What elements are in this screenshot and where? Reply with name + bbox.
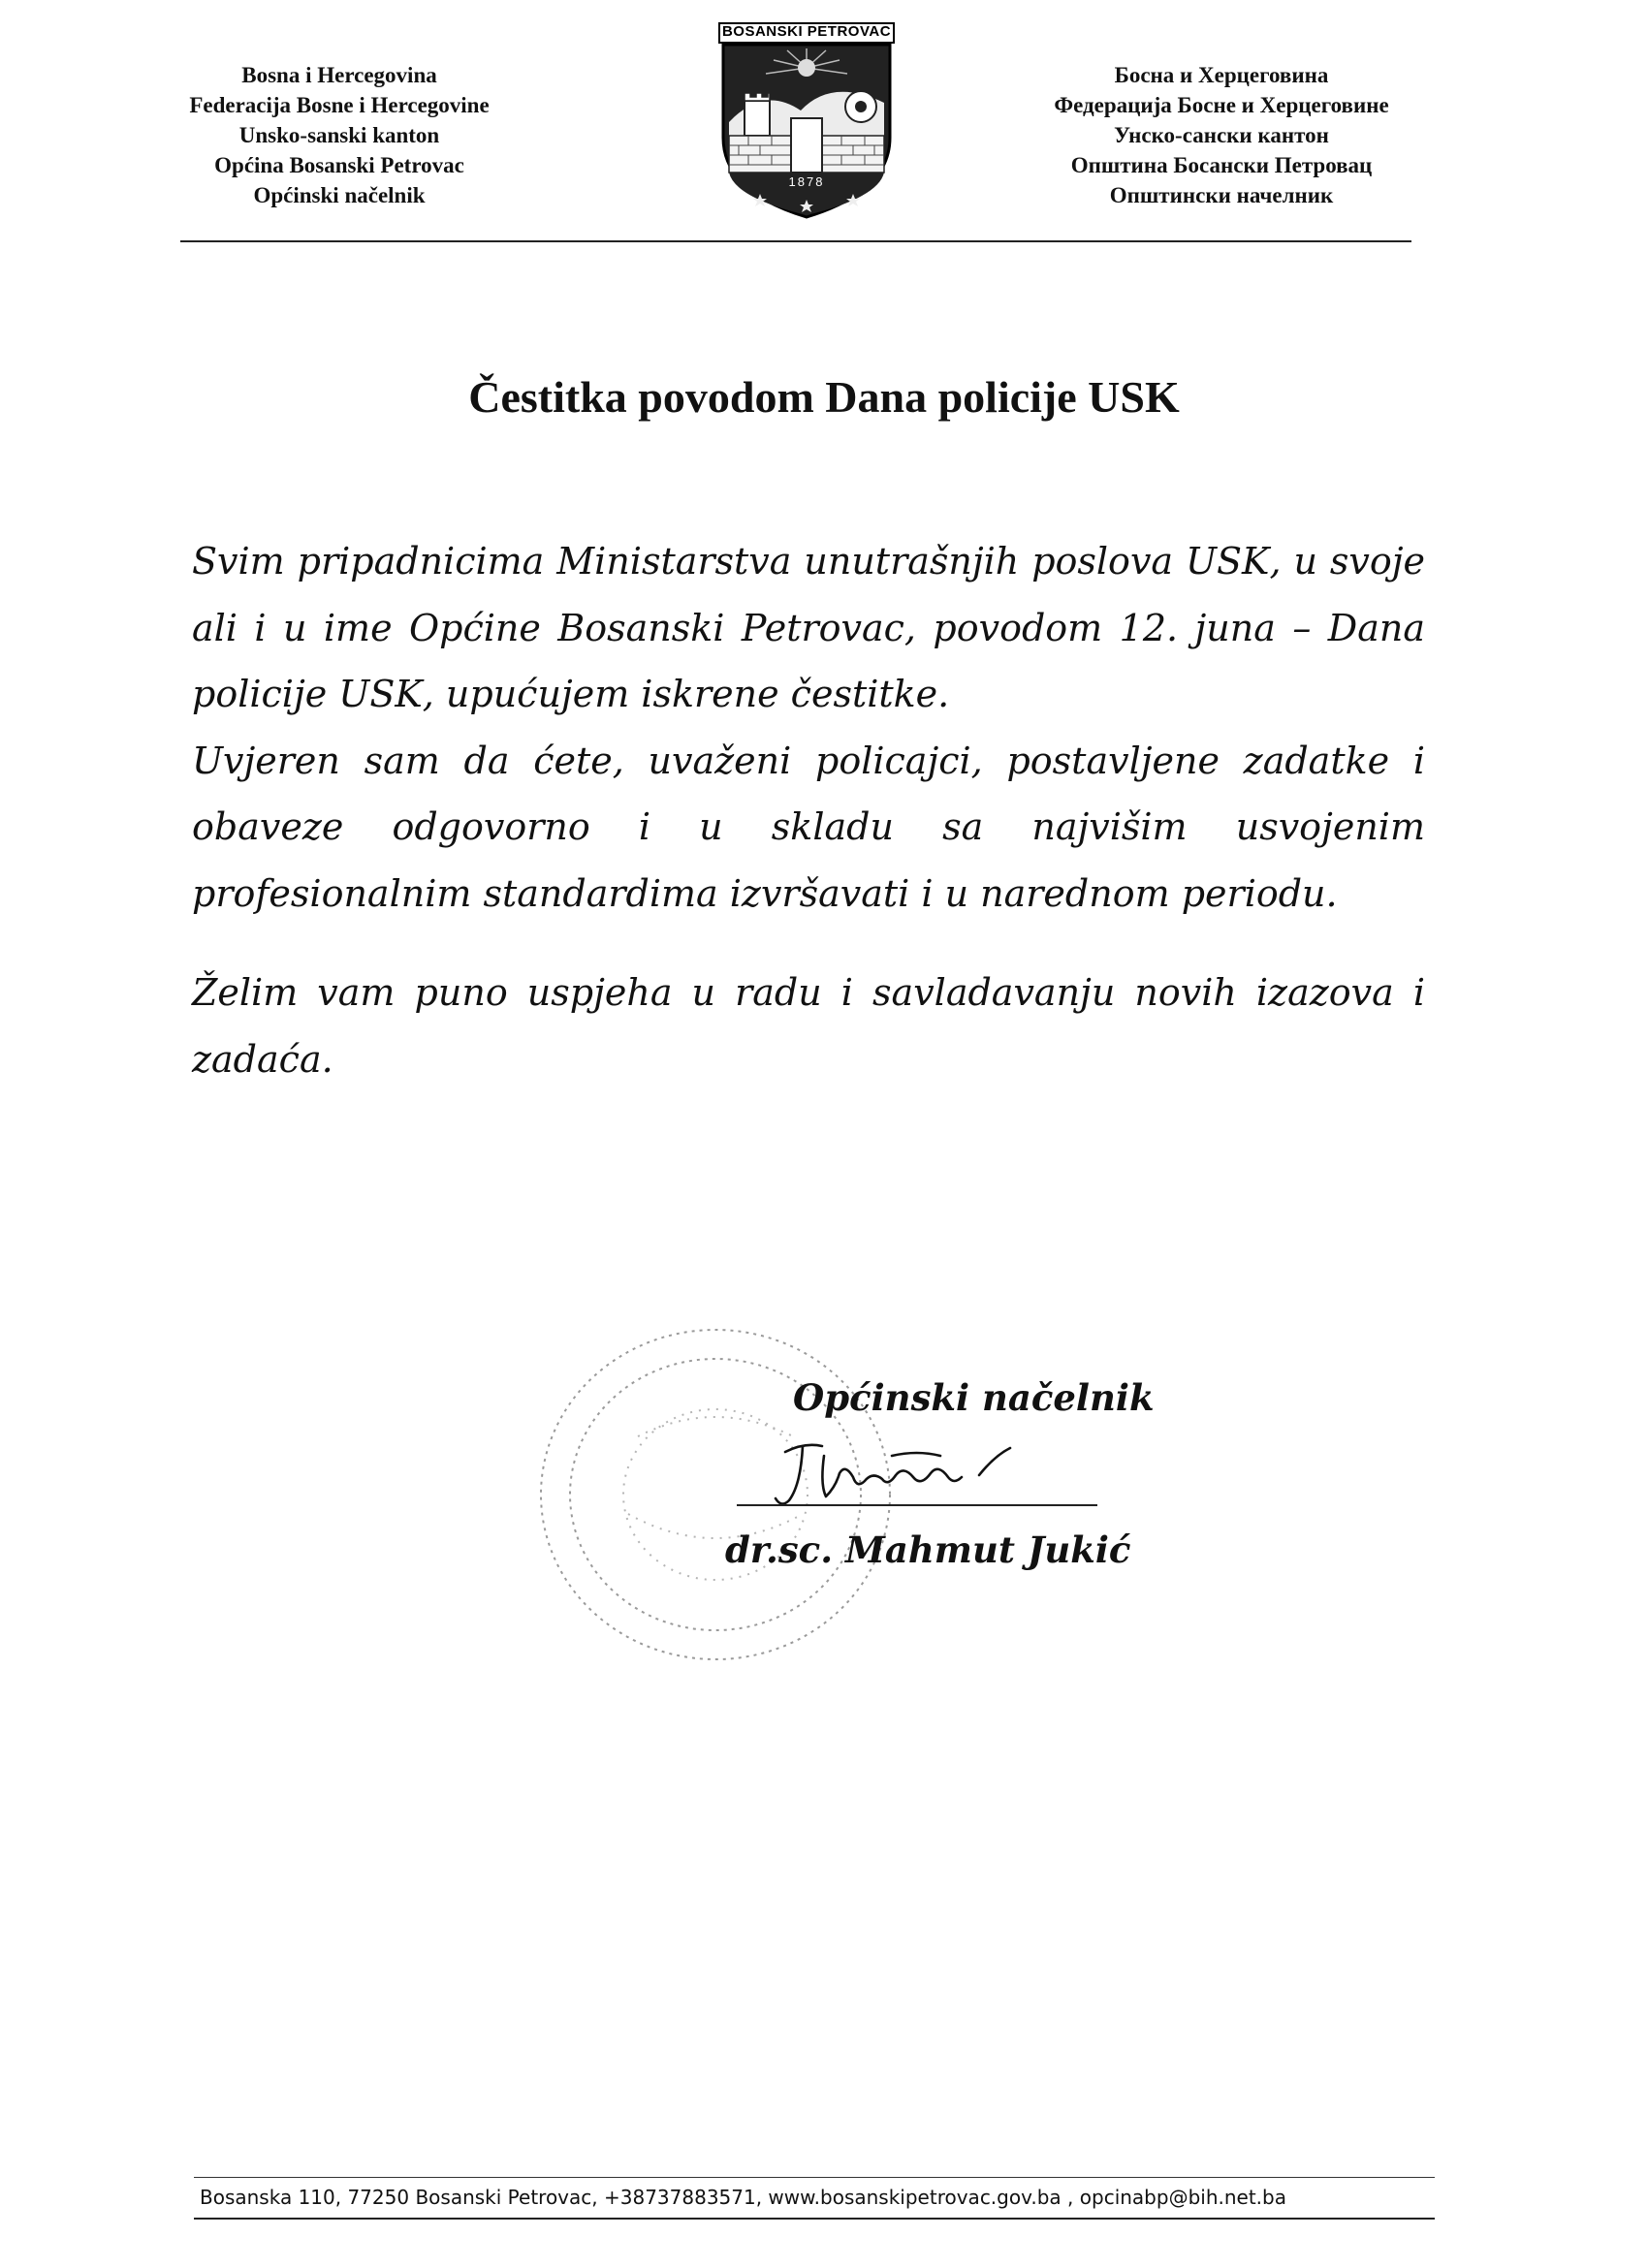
footer-divider-bottom [194,2218,1435,2220]
header-left-line: Bosna i Hercegovina [241,63,437,87]
footer-divider-top [194,2177,1435,2178]
letter-body [192,528,1425,1092]
municipal-crest-icon [715,21,898,221]
signatory-name: dr.sc. Mahmut Jukić [725,1528,1131,1571]
header-right-line: Општински начелник [1109,183,1334,207]
header-right-line: Босна и Херцеговина [1114,63,1329,87]
signature-title: Općinski načelnik [793,1376,1155,1419]
body-paragraph: Želim vam puno uspjeha u radu i savladavanju novih izazova i zadaća. [192,971,1425,1081]
crest-graphic [715,21,898,221]
body-paragraph: Uvjeren sam da ćete, uvaženi policajci, postavljene zadatke i obaveze odgovorno i u skladu sa najvišim usvojenim profesionalnim standardima izvršavati i u narednom periodu. [192,739,1425,915]
header-left-line: Unsko-sanski kanton [238,123,440,147]
header-right-line: Општина Босански Петровац [1070,153,1373,177]
body-paragraph: Svim pripadnicima Ministarstva unutrašnjih poslova USK, u svoje ali i u ime Općine Bosanski Petrovac, povodom 12. juna – Dana policije USK, upućujem iskrene čestitke. [192,540,1425,715]
header-right-line: Федерација Босне и Херцеговине [1054,93,1389,117]
header-left-line: Općinski načelnik [253,183,426,207]
header-right-line: Унско-сански кантон [1114,123,1329,147]
header-left-line: Općina Bosanski Petrovac [214,153,464,177]
letter-title: Čestitka povodom Dana policije USK [468,372,1180,422]
header-right-cyrillic [998,60,1444,210]
handwritten-signature-icon [746,1417,1037,1524]
header-left-line: Federacija Bosne i Hercegovine [189,93,490,117]
crest-label: BOSANSKI PETROVAC [721,23,892,40]
header-left-latin [136,60,543,210]
header-divider [180,240,1411,242]
crest-year: 1878 [788,174,825,189]
signature-line [737,1504,1097,1506]
footer-contact: Bosanska 110, 77250 Bosanski Petrovac, +38737883571, www.bosanskipetrovac.gov.ba , opcinabp@bih.net.ba [200,2186,1286,2209]
